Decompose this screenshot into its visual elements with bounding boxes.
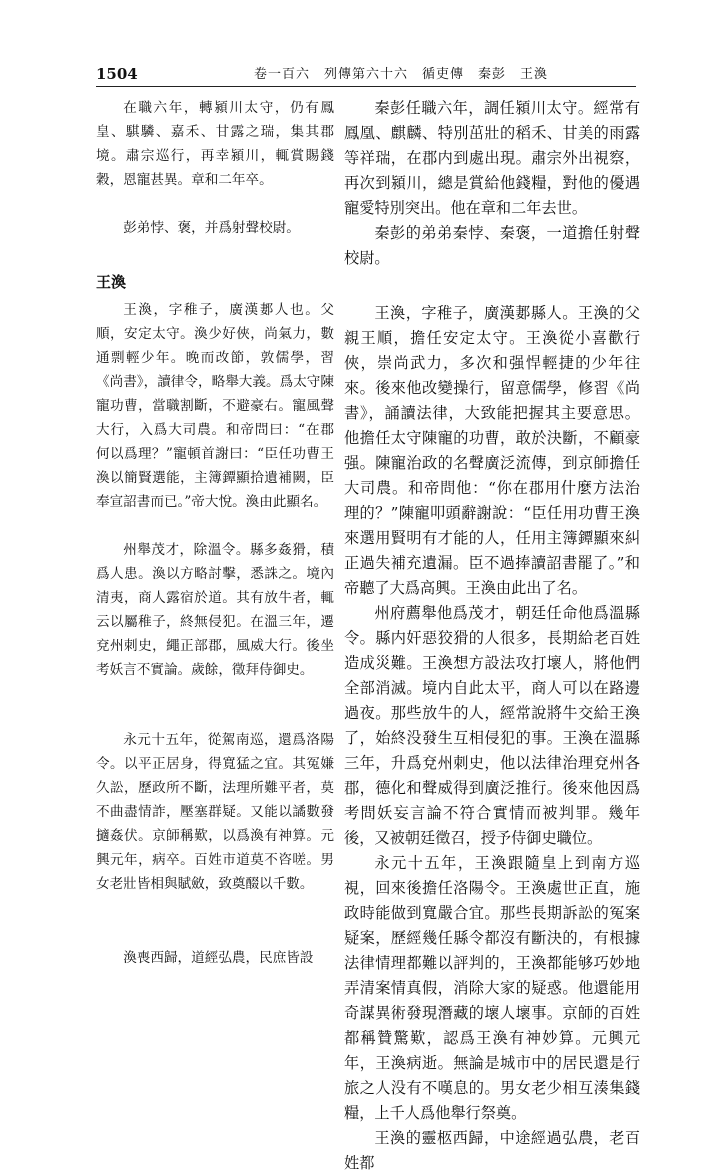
translation-paragraph: 王渙的靈柩西歸，中途經過弘農，老百姓都 bbox=[344, 1129, 640, 1172]
classical-paragraph: 渙喪西歸，道經弘農，民庶皆設 bbox=[123, 950, 314, 966]
section-heading: 王渙 bbox=[96, 273, 127, 291]
classical-paragraph: 王渙，字稚子，廣漢郪人也。父順，安定太守。渙少好俠，尚氣力，數通剽輕少年。晚而改節，敦儒學，習《尚書》，讀律令，略舉大義。爲太守陳寵功曹，當職割斷，不避豪右。寵風聲大行，入爲大司農。和帝問曰：“在郡何以爲理？”寵頓首謝曰：“臣任功曹王渙以簡賢選能，主簿鐔顯拾遺補闕，臣奉宣詔書而已。”帝大悅。渙由此顯名。 bbox=[96, 302, 334, 510]
translation-paragraph: 王渙，字稚子，廣漢郪縣人。王渙的父親王順，擔任安定太守。王渙從小喜歡行俠，崇尚武力，多次和强悍輕捷的少年往來。後來他改變操行，留意儒學，修習《尚書》，誦讀法律，大致能把握其主要意思。他擔任太守陳寵的功曹，敢於決斷，不顧豪强。陳寵治政的名聲廣泛流傳，到京師擔任大司農。和帝問他：“你在郡用什麼方法治理的？”陳寵叩頭辭謝說：“臣任用功曹王渙來選用賢明有才能的人，任用主簿鐔顯來糾正過失補充遺漏。臣不過捧讀詔書罷了。”和帝聽了大爲高興。王渙由此出了名。 bbox=[344, 304, 640, 597]
translation-paragraph: 永元十五年，王渙跟隨皇上到南方巡視，回來後擔任洛陽令。王渙處世正直，施政時能做到寬嚴合宜。那些長期訴訟的冤案疑案，歷經幾任縣令都沒有斷決的，有根據法律情理都難以評判的，王渙都能够巧妙地弄清案情真假，消除大家的疑惑。他還能用奇謀異術發現潛藏的壞人壞事。京師的百姓都稱贊驚歎，認爲王渙有神妙算。元興元年，王渙病逝。無論是城市中的居民還是行旅之人没有不嘆息的。男女老少相互湊集錢糧，上千人爲他舉行祭奠。 bbox=[344, 854, 640, 1122]
classical-paragraph: 州舉茂才，除溫令。縣多姦猾，積爲人患。渙以方略討擊，悉誅之。境內清夷，商人露宿於道。其有放牛者，輒云以屬稚子，終無侵犯。在溫三年，遷兗州刺史，繩正部郡，風威大行。後坐考妖言不實論。歲餘，徵拜侍御史。 bbox=[96, 542, 334, 678]
running-title: 卷一百六 列傳第六十六 循吏傳 秦彭 王渙 bbox=[253, 67, 548, 82]
translation-column bbox=[344, 96, 640, 1176]
translation-paragraph: 秦彭任職六年，調任潁川太守。經常有鳳凰、麒麟、特別茁壯的稻禾、甘美的雨露等祥瑞，在郡内到處出現。肅宗外出視察，再次到潁川，總是賞給他錢糧，對他的優遇寵愛特別突出。他在章和二年去世。 bbox=[344, 99, 640, 217]
classical-paragraph: 在職六年，轉潁川太守，仍有鳳皇、騏驎、嘉禾、甘露之瑞，集其郡境。肅宗巡行，再幸潁川，輒賞賜錢穀，恩寵甚異。章和二年卒。 bbox=[96, 100, 334, 188]
page-number: 1504 bbox=[96, 65, 138, 83]
page-header bbox=[96, 64, 636, 87]
translation-paragraph: 秦彭的弟弟秦悖、秦褒，一道擔任射聲校尉。 bbox=[344, 224, 640, 267]
classical-paragraph: 彭弟悖、褒，并爲射聲校尉。 bbox=[123, 220, 300, 236]
classical-text-column bbox=[96, 96, 334, 970]
translation-paragraph: 州府薦舉他爲茂才，朝廷任命他爲溫縣令。縣内奸惡狡猾的人很多，長期給老百姓造成災難。王渙想方設法攻打壞人，將他們全部消滅。境内自此太平，商人可以在路邊過夜。那些放牛的人，經常說將牛交給王渙了，始終没發生互相侵犯的事。王渙在溫縣三年，升爲兗州刺史，他以法律治理兗州各郡，德化和聲威得到廣泛推行。後來他因爲考問妖妄言論不符合實情而被判罪。幾年後，又被朝廷徵召，授予侍御史職位。 bbox=[344, 604, 640, 847]
classical-paragraph: 永元十五年，從駕南巡，還爲洛陽令。以平正居身，得寬猛之宜。其冤嫌久訟，歷政所不斷，法理所難平者，莫不曲盡情詐，壓塞群疑。又能以譎數發擿姦伏。京師稱歎，以爲渙有神算。元興元年，病卒。百姓市道莫不咨嗟。男女老壯皆相與賦斂，致奠醊以千數。 bbox=[96, 732, 334, 892]
